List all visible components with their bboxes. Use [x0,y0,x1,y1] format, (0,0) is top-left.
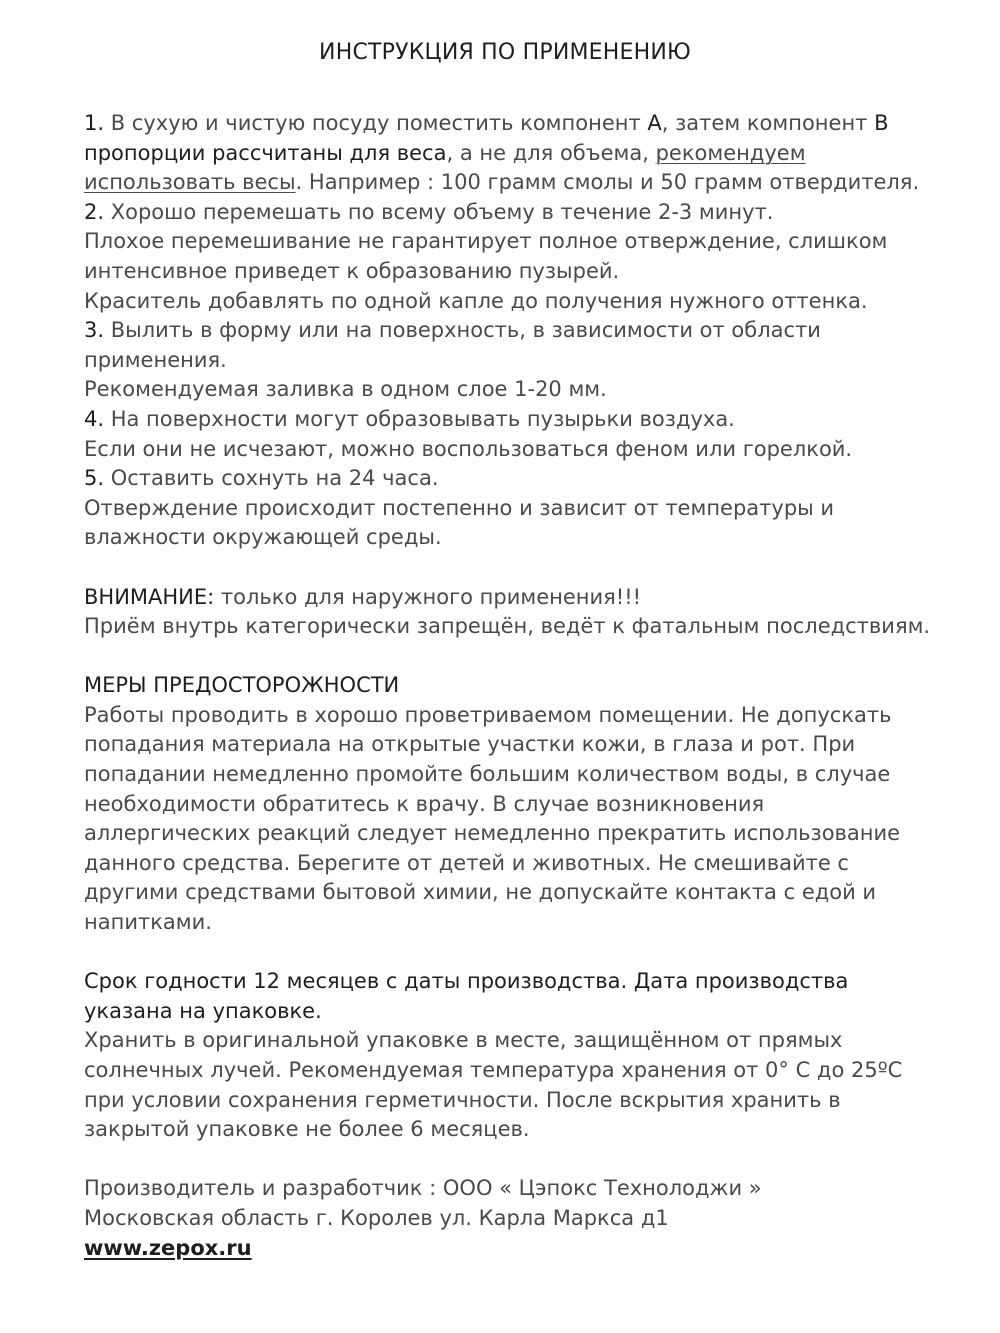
step-5 [84,464,934,494]
step-2-note: Плохое перемешивание не гарантирует полное отверждение, слишком интенсивное приведет к образованию пузырей. [84,229,888,283]
step-4-text-a: На поверхности могут образовывать пузырьки воздуха. [104,406,735,431]
manufacturer-address: Московская область г. Королев ул. Карла Маркса д1 [84,1205,669,1230]
step-1-proportions-note: пропорции рассчитаны для веса [84,140,447,165]
page-title: ИНСТРУКЦИЯ ПО ПРИМЕНЕНИЮ [319,40,691,65]
manufacturer-line: Производитель и разработчик : ООО « Цэпокс Технолоджи » [84,1176,762,1201]
step-3 [84,316,934,375]
component-a: А [647,111,662,135]
precautions-text: Работы проводить в хорошо проветриваемом помещении. Не допускать попадания материала на открытые участки кожи, в глаза и рот. При попадании немедленно промойте большим количеством воды, в случае необходимости обратитесь к врачу. В случае возникновения аллергических реакций следует немедленно прекратить использование данного средства. Берегите от детей и животных. Не смешивайте с другими средствами бытовой химии, не допускайте контакта с едой и напитками. [84,702,901,935]
step-2 [84,198,934,228]
step-1-number: 1. [84,111,105,135]
instruction-document [84,38,934,1263]
step-1-scale-recommendation: рекомендуем использовать весы [84,140,806,195]
step-2-number: 2. [84,199,105,224]
step-4-note: Если они не исчезают, можно воспользоваться феном или горелкой. [84,436,853,461]
step-1-text-a: В сухую и чистую посуду поместить компонент [104,111,648,135]
step-4-number: 4. [84,406,105,431]
component-b: В [874,111,889,135]
website-link[interactable]: www.zepox.ru [84,1235,252,1260]
step-2-text-a: Хорошо перемешать по всему объему в течение 2-3 минут. [104,199,774,224]
precautions-heading: МЕРЫ ПРЕДОСТОРОЖНОСТИ [84,673,400,698]
step-1-text-c: , а не для объема, [446,140,656,165]
website-line [84,1234,934,1264]
step-5-number: 5. [84,466,105,491]
step-4 [84,405,934,435]
step-3-note: Рекомендуемая заливка в одном слое 1-20 мм. [84,377,607,402]
shelf-life-heading: Срок годности 12 месяцев с даты производства. Дата производства указана на упаковке. [84,969,849,1023]
storage-text: Хранить в оригинальной упаковке в месте, защищённом от прямых солнечных лучей. Рекомендуемая температура хранения от 0° С до 25ºС при условии сохранения герметичности. После вскрытия хранить в закрытой упаковке не более 6 месяцев. [84,1028,903,1142]
warning-details: Приём внутрь категорически запрещён, ведёт к фатальным последствиям. [84,614,931,639]
step-3-number: 3. [84,318,105,343]
warning-label: ВНИМАНИЕ: [84,584,215,609]
step-1-text-b: , затем компонент [661,111,875,135]
warning-text: только для наружного применения!!! [214,584,642,609]
warning [84,583,934,613]
step-1 [84,109,934,198]
step-5-text-a: Оставить сохнуть на 24 часа. [104,466,439,491]
step-5-note: Отверждение происходит постепенно и зависит от температуры и влажности окружающей среды. [84,495,835,550]
step-2-dye-note: Краситель добавлять по одной капле до получения нужного оттенка. [84,288,868,313]
step-3-text-a: Вылить в форму или на поверхность, в зависимости от области применения. [84,318,821,372]
step-1-text-d: . Например : 100 грамм смолы и 50 грамм отвердителя. [295,170,920,195]
